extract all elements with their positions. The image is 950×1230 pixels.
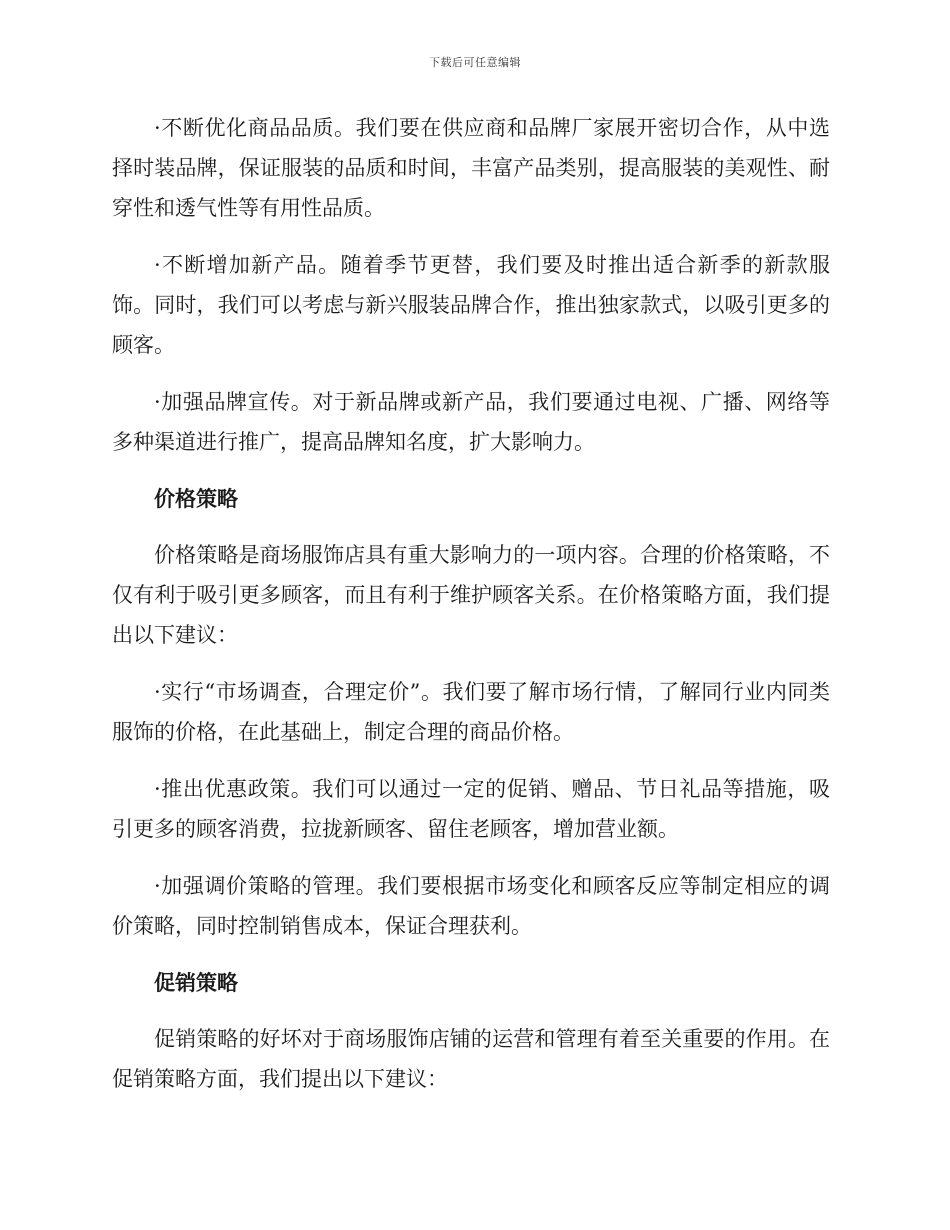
paragraph-new-products: ·不断增加新产品。随着季节更替，我们要及时推出适合新季的新款服饰。同时，我们可以考虑与新兴服装品牌合作，推出独家款式，以吸引更多的顾客。: [112, 253, 830, 357]
paragraph-promotion-intro: 促销策略的好坏对于商场服饰店铺的运营和管理有着至关重要的作用。在促销策略方面，我们提出以下建议：: [112, 1027, 830, 1091]
paragraph-product-quality: ·不断优化商品品质。我们要在供应商和品牌厂家展开密切合作，从中选择时装品牌，保证服装的品质和时间，丰富产品类别，提高服装的美观性、耐穿性和透气性等有用性品质。: [112, 116, 830, 220]
document-body: [112, 108, 830, 1116]
paragraph-market-research: ·实行“市场调查，合理定价”。我们要了解市场行情，了解同行业内同类服饰的价格，在此基础上，制定合理的商品价格。: [112, 680, 830, 744]
section-heading-promotion: 促销策略: [154, 971, 238, 995]
header-note: 下载后可任意编辑: [429, 56, 521, 69]
paragraph-brand-promotion: ·加强品牌宣传。对于新品牌或新产品，我们要通过电视、广播、网络等多种渠道进行推广，提高品牌知名度，扩大影响力。: [112, 390, 830, 454]
section-heading-pricing: 价格策略: [154, 487, 238, 511]
paragraph-discount-policy: ·推出优惠政策。我们可以通过一定的促销、赠品、节日礼品等措施，吸引更多的顾客消费，拉拢新顾客、留住老顾客，增加营业额。: [112, 777, 830, 841]
paragraph-pricing-intro: 价格策略是商场服饰店具有重大影响力的一项内容。合理的价格策略，不仅有利于吸引更多顾客，而且有利于维护顾客关系。在价格策略方面，我们提出以下建议：: [112, 543, 830, 647]
paragraph-price-adjustment: ·加强调价策略的管理。我们要根据市场变化和顾客反应等制定相应的调价策略，同时控制销售成本，保证合理获利。: [112, 874, 830, 938]
